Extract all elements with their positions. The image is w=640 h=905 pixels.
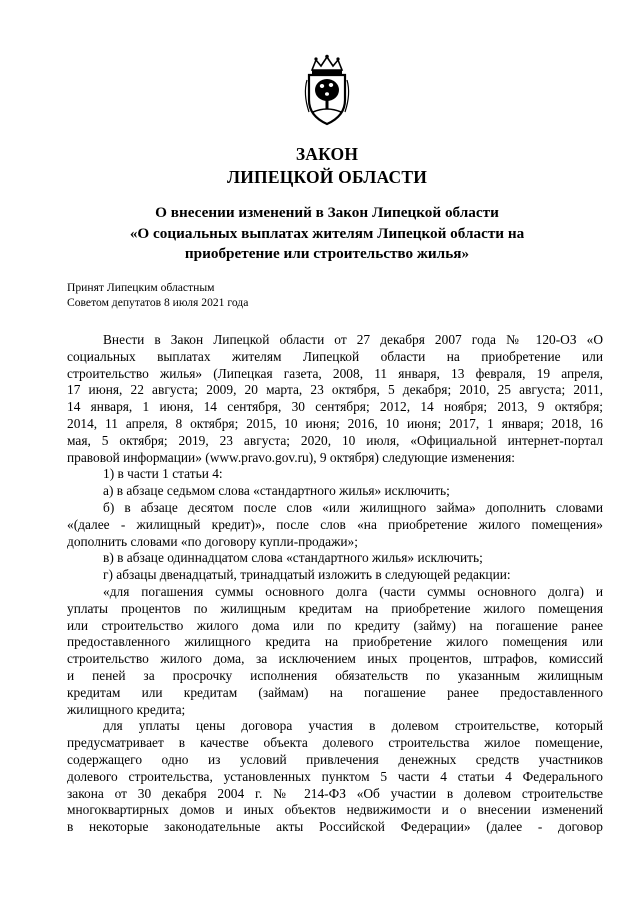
subtitle-line: О внесении изменений в Закон Липецкой области	[155, 204, 499, 221]
body-line: закона от 30 декабря 2004 г. № 214-ФЗ «Об участии в долевом строительстве	[67, 785, 603, 801]
body-line: предоставленного жилищного кредита на приобретение жилого помещения или	[67, 634, 603, 650]
body-line: Внести в Закон Липецкой области от 27 декабря 2007 года № 120-ОЗ «О	[103, 332, 603, 347]
coat-of-arms-emblem	[300, 54, 354, 128]
body-line: 2014, 11 апреля, 8 октября; 2015, 10 июня; 2016, 10 июня; 2017, 1 января; 2018, 16	[67, 415, 603, 431]
body-line: предусматривает в качестве объекта долевого строительства жилое помещение,	[67, 735, 603, 751]
law-region-title: ЛИПЕЦКОЙ ОБЛАСТИ	[226, 167, 428, 187]
body-line: дополнить словами «по договору купли-продажи»;	[67, 533, 358, 549]
body-line: содержащего одно из условий привлечения денежных средств участников	[67, 751, 603, 767]
body-line: долевого строительства, установленных пунктом 5 части 4 статьи 4 Федерального	[67, 768, 603, 784]
law-body-text	[67, 332, 603, 836]
body-line: «для погашения суммы основного долга (части суммы основного долга) и	[103, 583, 603, 599]
law-subtitle	[60, 203, 594, 265]
body-line: 14 января, 1 июня, 14 сентября, 30 сентября; 2012, 14 ноября; 2013, 9 октября;	[67, 399, 603, 415]
body-line: многоквартирных домов и иных объектов недвижимости и о внесении изменений	[67, 802, 603, 818]
body-line: «(далее - жилищный кредит)», после слов «на приобретение жилого помещения»	[67, 516, 603, 532]
body-line: 1) в части 1 статьи 4:	[103, 466, 223, 482]
body-line: для уплаты цены договора участия в долевом строительстве, который	[103, 718, 603, 734]
body-line: и пеней за просрочку исполнения обязательств по указанным жилищным	[67, 667, 603, 683]
body-line: жилищного кредита;	[67, 701, 186, 717]
body-line: строительство жилого дома, за исключением иных процентов, штрафов, комиссий	[67, 651, 603, 667]
body-line: б) в абзаце десятом после слов «или жилищного займа» дополнить словами	[103, 499, 603, 515]
body-line: мая, 5 октября; 2019, 23 августа; 2020, 10 июля, «Официальной интернет-портал	[67, 432, 603, 448]
adoption-line: Советом депутатов 8 июля 2021 года	[67, 295, 249, 309]
body-line: уплаты процентов по жилищным кредитам на приобретение жилого помещения	[67, 600, 603, 616]
body-line: социальных выплатах жителям Липецкой области на приобретение или	[67, 348, 603, 364]
body-line: а) в абзаце седьмом слова «стандартного жилья» исключить;	[103, 483, 450, 499]
body-line: или строительство жилого дома или по кредиту (займу) на погашение ранее	[67, 617, 603, 633]
law-title: ЗАКОН	[295, 144, 359, 164]
body-line: строительство жилья» (Липецкая газета, 2008, 11 января, 13 февраля, 19 апреля,	[67, 365, 603, 381]
body-line: г) абзацы двенадцатый, тринадцатый изложить в следующей редакции:	[103, 567, 511, 583]
body-line: 17 июня, 22 августа; 2009, 20 марта, 23 октября, 5 декабря; 2010, 25 августа; 2011,	[67, 382, 603, 398]
body-line: в некоторые законодательные акты Российской Федерации» (далее - договор	[67, 819, 603, 835]
adoption-line: Принят Липецким областным	[67, 281, 215, 294]
adoption-note	[67, 281, 248, 310]
subtitle-line: приобретение или строительство жилья»	[184, 245, 470, 262]
body-line: кредитам или кредитам (займам) на погашение ранее предоставленного	[67, 684, 603, 700]
body-line: правовой информации» (www.pravo.gov.ru), 9 октября) следующие изменения:	[67, 449, 515, 465]
subtitle-line: «О социальных выплатах жителям Липецкой области на	[129, 224, 525, 242]
body-line: в) в абзаце одиннадцатом слова «стандартного жилья» исключить;	[103, 550, 483, 566]
